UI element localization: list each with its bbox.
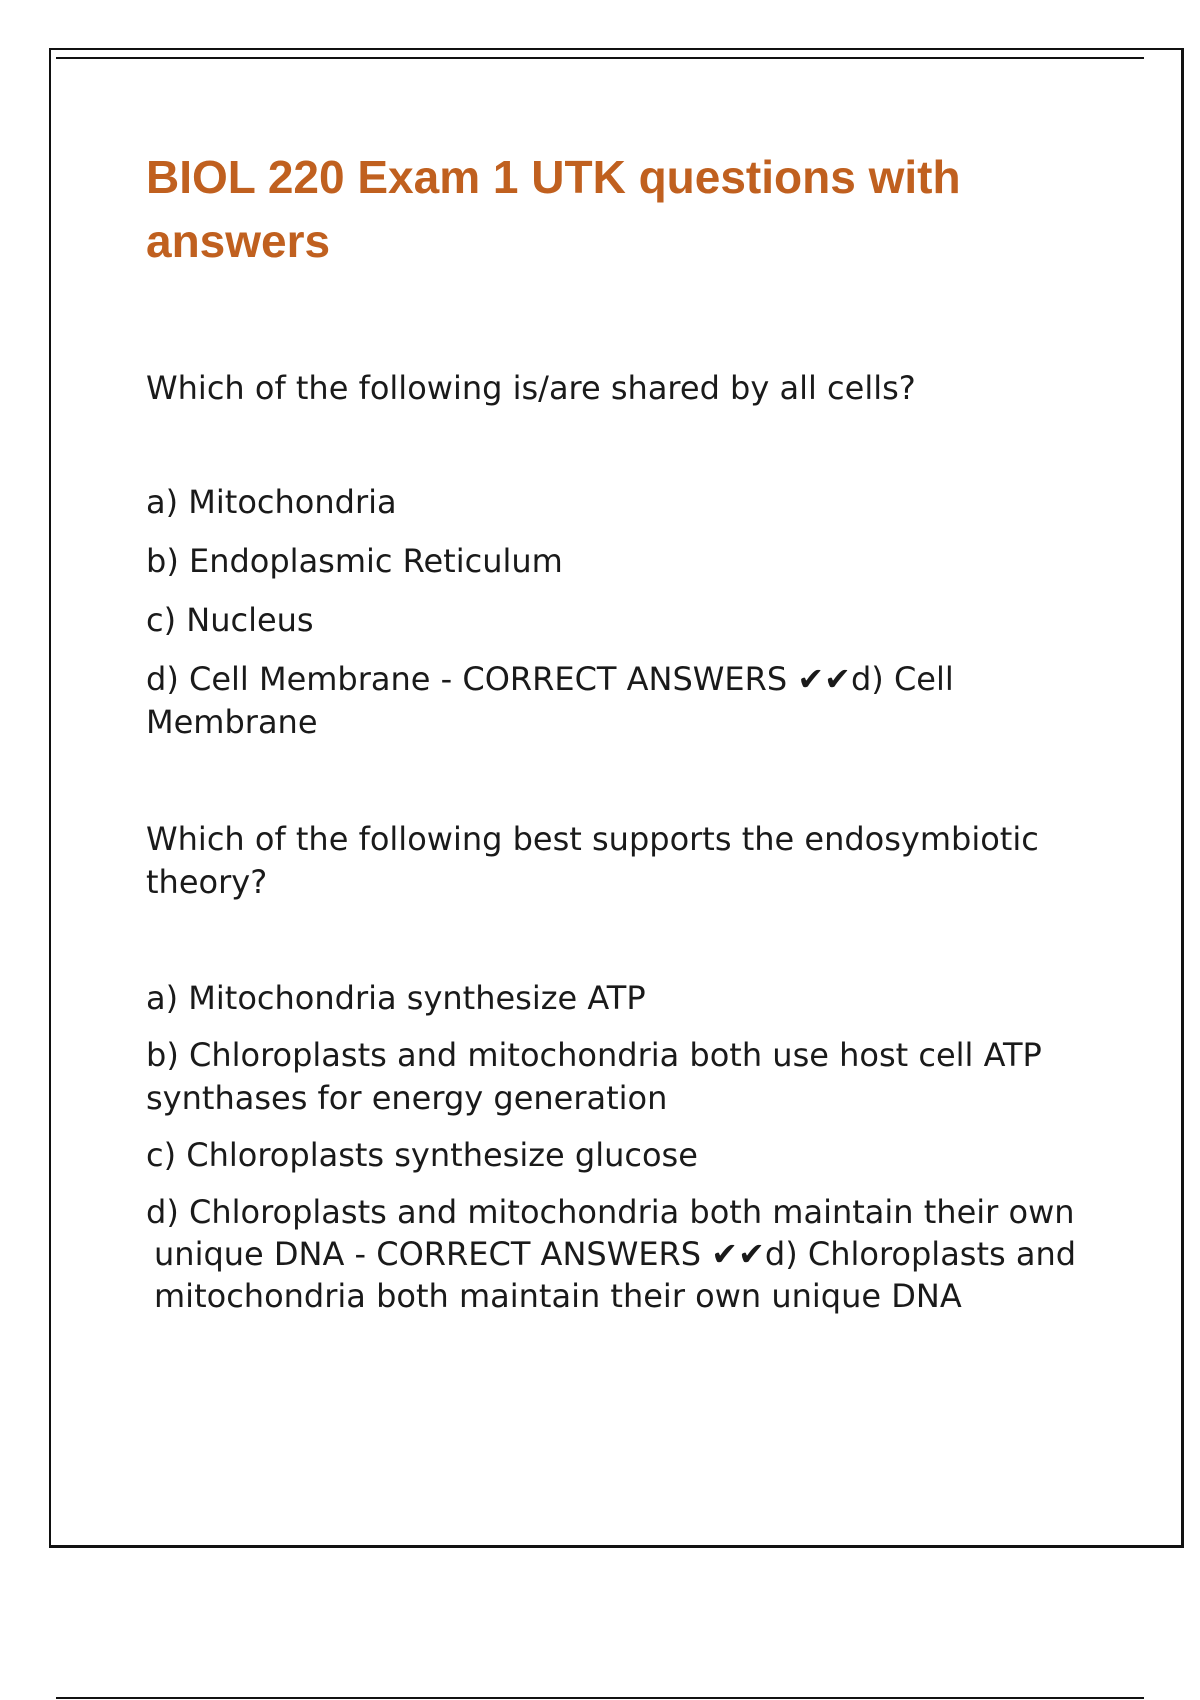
question-2-option-d-answer: d) Chloroplasts and mitochondria both maintain their own unique DNA - CORRECT ANSWERS ✔✔d) Chloroplasts and mitochondria both maintain their own unique DNA (146, 1193, 1077, 1315)
document-title: BIOL 220 Exam 1 UTK questions with answers (146, 151, 961, 267)
question-2-option-b: b) Chloroplasts and mitochondria both use host cell ATP synthases for energy generation (146, 1036, 1042, 1117)
question-1-option-d-answer: d) Cell Membrane - CORRECT ANSWERS ✔✔d) Cell Membrane (146, 660, 954, 741)
question-1-option-a: a) Mitochondria (146, 483, 397, 521)
question-1-option-b: b) Endoplasmic Reticulum (146, 542, 563, 580)
question-1-options (146, 481, 1106, 744)
question-2-prompt: Which of the following best supports the endosymbiotic theory? (146, 820, 1039, 901)
footer-rule (56, 1697, 1144, 1699)
question-2-option-c: c) Chloroplasts synthesize glucose (146, 1136, 698, 1174)
question-1-prompt: Which of the following is/are shared by all cells? (146, 369, 916, 407)
question-1-option-c: c) Nucleus (146, 601, 314, 639)
document-body (146, 145, 1106, 1317)
question-2-options (146, 977, 1106, 1317)
question-2-option-a: a) Mitochondria synthesize ATP (146, 979, 646, 1017)
